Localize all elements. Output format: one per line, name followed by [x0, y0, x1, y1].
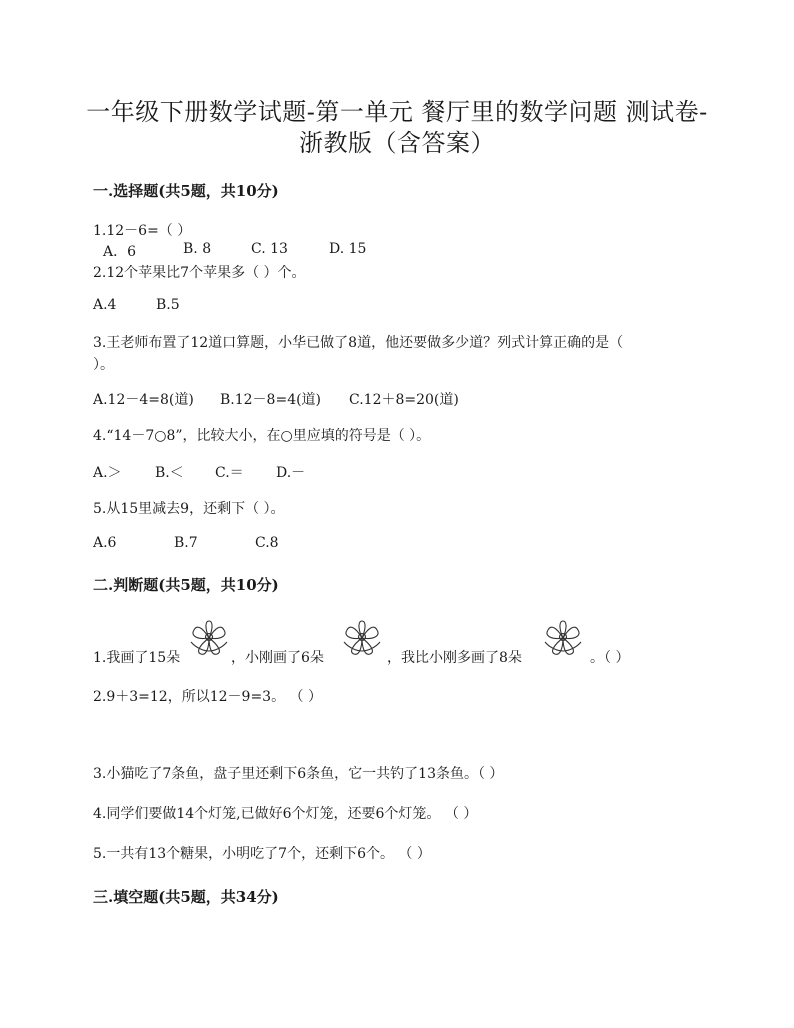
- s1-q2-option-a: A.4: [93, 297, 117, 313]
- s1-q2-option-b: B.5: [156, 297, 180, 313]
- flower-icon: [186, 618, 232, 658]
- s2-q1-part2: ，小刚画了6朵: [231, 650, 324, 666]
- s1-q4-option-a: A.＞: [93, 465, 122, 481]
- s1-q5-option-c: C.8: [255, 535, 279, 551]
- s1-q1-option-c: C. 13: [251, 241, 288, 257]
- flower-icon: [540, 618, 586, 658]
- flower-icon: [339, 618, 385, 658]
- s2-q1-part1: 1.我画了15朵: [93, 650, 181, 666]
- s1-q3-stem-line1: 3.王老师布置了12道口算题，小华已做了8道，他还要做多少道？列式计算正确的是（: [93, 335, 624, 351]
- s1-q3-stem-line2: ）。: [93, 357, 114, 373]
- s1-q3-option-c: C.12＋8=20(道): [349, 392, 459, 408]
- s2-q4: 4.同学们要做14个灯笼,已做好6个灯笼，还要6个灯笼。 （ ）: [93, 806, 478, 822]
- s1-q4-option-d: D.－: [276, 465, 306, 481]
- s1-q1-option-a: A．6: [103, 244, 137, 260]
- s2-q3: 3.小猫吃了7条鱼，盘子里还剩下6条鱼，它一共钓了13条鱼。（ ）: [93, 766, 504, 782]
- s1-q3-option-b: B.12－8=4(道): [220, 392, 322, 408]
- s1-q4-option-b: B.＜: [155, 465, 184, 481]
- page-title-line1: 一年级下册数学试题-第一单元 餐厅里的数学问题 测试卷-: [86, 98, 708, 126]
- section1-heading: 一.选择题(共5题，共10分): [93, 182, 279, 200]
- section3-heading: 三.填空题(共5题，共34分): [93, 888, 279, 906]
- s1-q5-option-a: A.6: [93, 535, 117, 551]
- s1-q1-option-d: D. 15: [329, 241, 367, 257]
- s1-q1-option-b: B. 8: [183, 241, 212, 257]
- s1-q5-option-b: B.7: [174, 535, 198, 551]
- s1-q4-stem: 4.“14－7○8”，比较大小，在○里应填的符号是（ ）。: [93, 428, 431, 444]
- s1-q3-option-a: A.12－4=8(道): [93, 392, 194, 408]
- s2-q2: 2.9＋3=12，所以12－9=3。 （ ）: [93, 689, 322, 705]
- s2-q5: 5.一共有13个糖果，小明吃了7个，还剩下6个。 （ ）: [93, 846, 431, 862]
- s1-q2-stem: 2.12个苹果比7个苹果多（ ）个。: [93, 265, 306, 281]
- s1-q1-stem: 1.12－6=（ ）: [93, 223, 192, 239]
- s2-q1-part4: 。（ ）: [590, 650, 630, 666]
- section2-heading: 二.判断题(共5题，共10分): [93, 576, 279, 594]
- page-title-line2: 浙教版（含答案）: [299, 129, 495, 157]
- s2-q1-part3: ，我比小刚多画了8朵: [387, 650, 522, 666]
- s1-q5-stem: 5.从15里减去9，还剩下（ ）。: [93, 501, 285, 517]
- s1-q4-option-c: C.＝: [215, 465, 244, 481]
